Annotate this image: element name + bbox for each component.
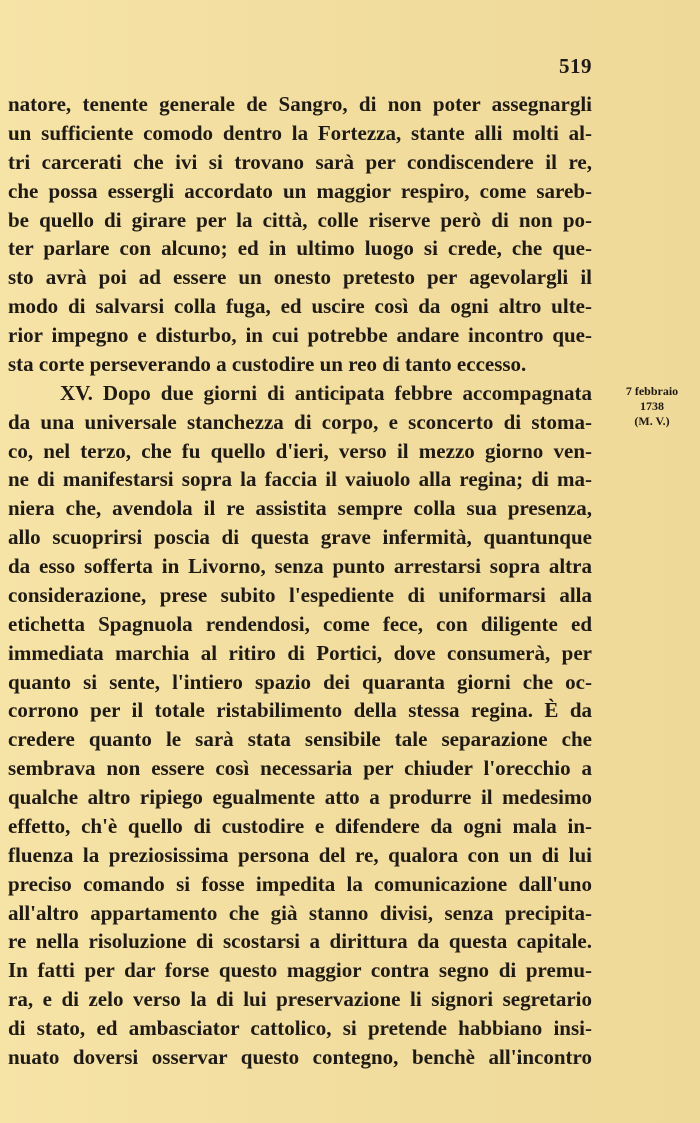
- text-line: qualche altro ripiego egualmente atto a produrre il medesimo: [8, 785, 592, 809]
- text-line: rior impegno e disturbo, in cui potrebbe andare incontro que-: [8, 323, 592, 347]
- text-line: fluenza la preziosissima persona del re, qualora con un di lui: [8, 842, 592, 867]
- margin-date-note: [606, 384, 698, 429]
- text-line: etichetta Spagnuola rendendosi, come fece, con diligente ed: [8, 611, 592, 636]
- text-line: considerazione, prese subito l'espediente di uniformarsi alla: [8, 582, 592, 607]
- text-line: modo di salvarsi colla fuga, ed uscire così da ogni altro ulte-: [8, 294, 592, 319]
- text-line: preciso comando si fosse impedita la comunicazione dall'uno: [8, 871, 592, 896]
- margin-note-style: (M. V.): [634, 414, 670, 428]
- text-line: niera che, avendola il re assistita sempre colla sua presenza,: [8, 496, 592, 521]
- text-line: nuato doversi osservar questo contegno, benchè all'incontro: [8, 1044, 592, 1069]
- text-line: immediata marchia al ritiro di Portici, dove consumerà, per: [8, 640, 592, 665]
- text-line: sembrava non essere così necessaria per chiuder l'orecchio a: [8, 756, 592, 781]
- section-heading-line: XV. Dopo due giorni di anticipata febbre accompagnata: [60, 380, 592, 405]
- text-line: co, nel terzo, che fu quello d'ieri, verso il mezzo giorno ven-: [8, 438, 592, 463]
- text-line: quanto si sente, l'intiero spazio dei quaranta giorni che oc-: [8, 669, 592, 694]
- paragraph-end-line: sta corte perseverando a custodire un reo di tanto eccesso.: [8, 351, 527, 376]
- text-line: da una universale stanchezza di corpo, e sconcerto di stoma-: [8, 409, 592, 434]
- text-line: ne di manifestarsi sopra la faccia il vaiuolo alla regina; di ma-: [8, 467, 592, 492]
- page-number: 519: [559, 54, 592, 78]
- text-line: re nella risoluzione di scostarsi a dirittura da questa capitale.: [8, 929, 592, 954]
- text-line: ra, e di zelo verso la di lui preservazione li signori segretario: [8, 987, 592, 1012]
- text-line: che possa essergli accordato un maggior respiro, come sareb-: [8, 178, 592, 203]
- margin-note-date: 7 febbraio: [625, 384, 679, 398]
- margin-note-year: 1738: [640, 399, 664, 413]
- text-line: effetto, ch'è quello di custodire e difendere da ogni mala in-: [8, 813, 592, 838]
- text-line: tri carcerati che ivi si trovano sarà per condiscendere il re,: [8, 149, 592, 174]
- body-text: [8, 90, 592, 1072]
- text-line: da esso sofferta in Livorno, senza punto arrestarsi sopra altra: [8, 554, 592, 578]
- text-line: allo scuoprirsi poscia di questa grave infermità, quantunque: [8, 525, 592, 550]
- text-line: credere quanto le sarà stata sensibile tale separazione che: [8, 727, 592, 752]
- text-line: all'altro appartamento che già stanno divisi, senza precipita-: [8, 900, 592, 925]
- text-line: be quello di girare per la città, colle riserve però di non po-: [8, 207, 592, 232]
- text-line: In fatti per dar forse questo maggior contra segno di premu-: [8, 958, 592, 983]
- text-line: natore, tenente generale de Sangro, di non poter assegnargli: [8, 92, 592, 116]
- text-line: un sufficiente comodo dentro la Fortezza, stante alli molti al-: [8, 120, 592, 145]
- text-line: corrono per il totale ristabilimento della stessa regina. È da: [8, 698, 592, 723]
- text-line: di stato, ed ambasciator cattolico, si pretende habbiano insi-: [8, 1016, 592, 1040]
- text-line: sto avrà poi ad essere un onesto pretesto per agevolargli il: [8, 265, 592, 290]
- text-line: ter parlare con alcuno; ed in ultimo luogo si crede, che que-: [8, 236, 592, 261]
